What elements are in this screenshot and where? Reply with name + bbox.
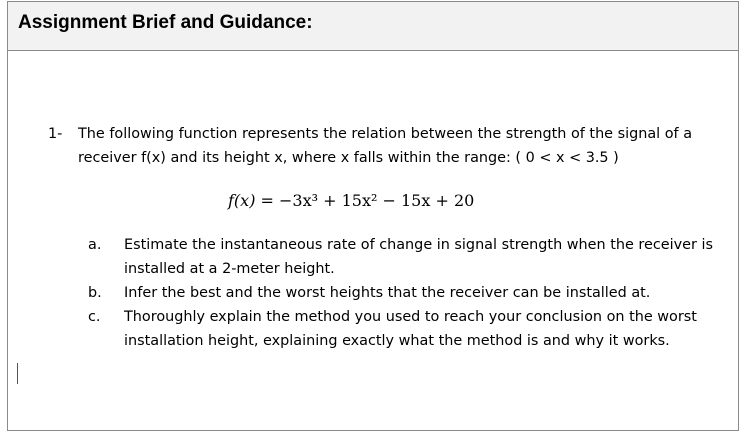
formula-rhs: = −3x³ + 15x² − 15x + 20 [260,191,475,210]
sub-item-text: Estimate the instantaneous rate of change in signal strength when the receiver is installed at a 2-meter height. [124,237,713,277]
list-item [88,281,738,305]
sub-item-label: c. [88,309,101,325]
text-cursor [17,363,18,384]
question-text: The following function represents the relation between the strength of the signal of a receiver f(x) and its height x, where x falls within the range: ( 0 < x < 3.5 ) [78,126,693,166]
formula [228,189,474,213]
sub-item-label: b. [88,285,102,301]
formula-lhs: f(x) [228,191,256,210]
list-item [88,233,738,281]
question-number: 1- [48,126,63,142]
sub-item-label: a. [88,237,102,253]
sub-item-text: Thoroughly explain the method you used to reach your conclusion on the worst installation height, explaining exactly what the method is and why it works. [124,309,697,349]
sub-item-text: Infer the best and the worst heights that the receiver can be installed at. [124,285,651,301]
sub-question-list [88,233,738,353]
page-title: Assignment Brief and Guidance: [18,12,313,33]
table-header [8,2,738,51]
assignment-table [7,1,739,431]
list-item [88,305,738,353]
